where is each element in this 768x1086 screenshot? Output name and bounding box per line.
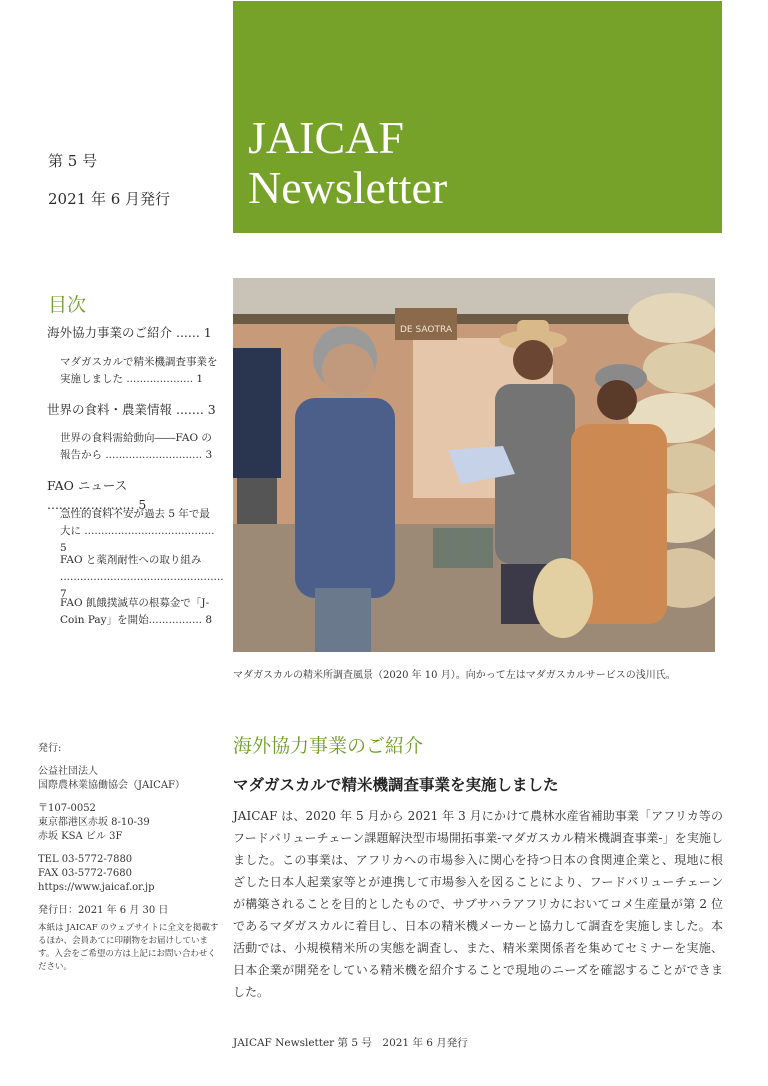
publisher-postal: 〒107-0052 (38, 803, 96, 814)
publisher-org-line1: 公益社団法人 (38, 766, 98, 777)
title-line-2: Newsletter (248, 162, 448, 213)
issue-number: 第 5 号 (48, 152, 98, 170)
toc-subitem[interactable]: マダガスカルで精米機調査事業を実施しました .................... 1 (60, 356, 218, 385)
publisher-info (38, 742, 224, 974)
photo-caption: マダガスカルの精米所調査風景（2020 年 10 月）。向かって左はマダガスカルサービスの浅川氏。 (233, 670, 676, 681)
toc-subitem[interactable]: FAO 飢餓撲滅草の根募金で「J-Coin Pay」を開始................ 8 (60, 597, 213, 626)
toc-item[interactable]: 世界の食料・農業情報 ....... 3 (47, 402, 216, 417)
toc-item[interactable]: 海外協力事業のご紹介 ...... 1 (47, 325, 212, 340)
page-footer: JAICAF Newsletter 第 5 号 2021 年 6 月発行 (233, 1037, 468, 1049)
publish-date: 発行日：2021 年 6 月 30 日 (38, 905, 169, 916)
publisher-fax: FAX 03-5772-7680 (38, 868, 132, 879)
membership-note: 本紙は JAICAF のウェブサイトに全文を掲載するほか、会員あてに印刷物をお届けしています。入会をご希望の方は上記にお問い合わせください。 (38, 923, 219, 972)
toc-subitem[interactable]: 世界の食料需給動向――FAO の報告から ............................. 3 (60, 432, 213, 461)
article-title: マダガスカルで精米機調査事業を実施しました (233, 776, 559, 794)
publisher-tel: TEL 03-5772-7880 (38, 854, 133, 865)
publisher-label: 発行: (38, 743, 62, 754)
publisher-org-line2: 国際農林業協働協会（JAICAF） (38, 780, 185, 791)
title-banner (233, 1, 722, 233)
newsletter-title (248, 113, 447, 213)
publisher-url[interactable]: https://www.jaicaf.or.jp (38, 882, 155, 893)
title-line-1: JAICAF (248, 112, 404, 163)
article-body: JAICAF は、2020 年 5 月から 2021 年 3 月にかけて農林水産省補助事業「アフリカ等のフードバリューチェーン課題解決型市場開拓事業‐マダガスカル精米機調査事業‐」を実施しました。この事業は、アフリカへの市場参入に関心を持つ日本の食関連企業と、現地に根ざした日本人起業家等とが連携して市場参入を図ることにより、フードバリューチェーンが構築されることを目的としたもので、サブサハラアフリカにおいてコメ生産量が第 2 位であるマダガスカルに着目し、日本の精米機メーカーと協力して調査を実施しました。本活動では、小規模精米所の実態を調査し、また、精米業関係者を集めてセミナーを実施、日本企業が開発をしている精米機を紹介することで現地のニーズを確認することができました。 (233, 809, 723, 999)
toc-item[interactable]: FAO ニュース ...................... 5 (47, 478, 147, 512)
toc-heading: 目次 (48, 294, 87, 316)
toc-subitem[interactable]: FAO と薬剤耐性への取り組み ................................................. 7 (60, 554, 224, 600)
publisher-address2: 赤坂 KSA ビル 3F (38, 831, 123, 842)
issue-date: 2021 年 6 月発行 (48, 190, 171, 208)
section-heading: 海外協力事業のご紹介 (233, 735, 424, 757)
toc-subitem[interactable]: 急性的食料不安が過去 5 年で最大に ....................................... 5 (60, 508, 215, 554)
rice-mill-photo (233, 278, 715, 652)
svg-text:DE SAOTRA: DE SAOTRA (400, 325, 452, 335)
publisher-address1: 東京都港区赤坂 8-10-39 (38, 817, 150, 828)
photo-illustration (233, 278, 715, 652)
